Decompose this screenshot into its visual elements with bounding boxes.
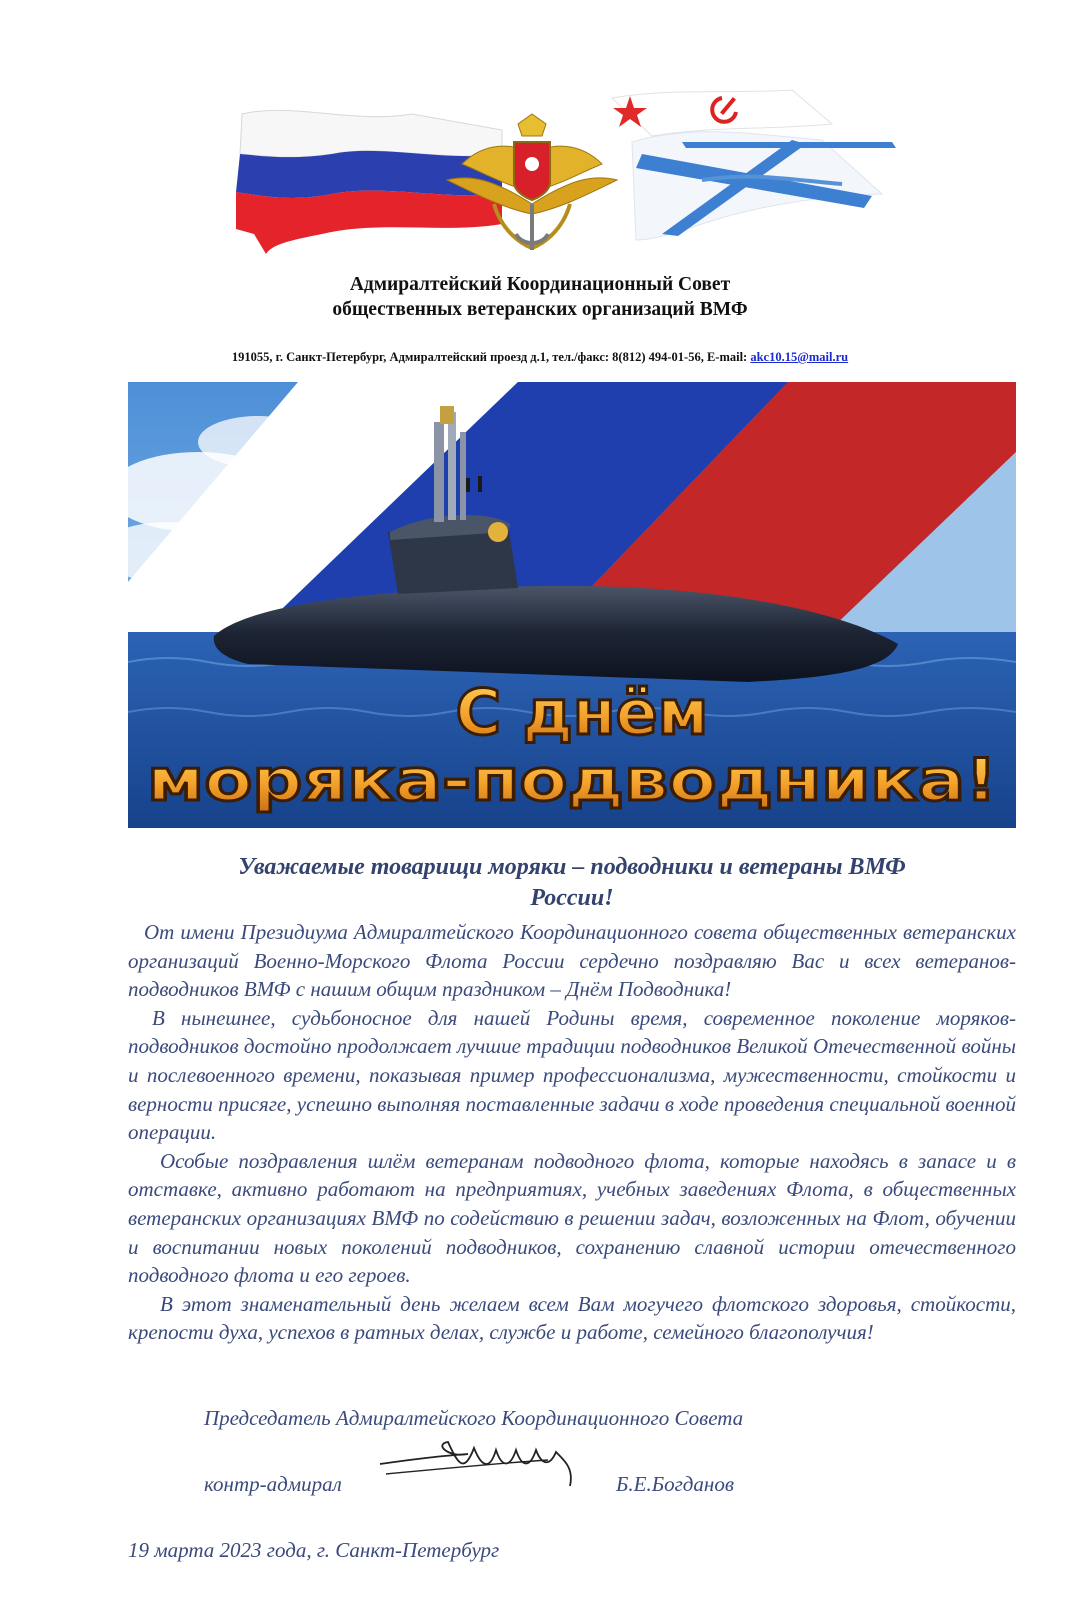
date-place: 19 марта 2023 года, г. Санкт-Петербург (128, 1538, 500, 1562)
signatory-name: Б.Е.Богданов (616, 1472, 734, 1496)
organization-name (0, 272, 1080, 322)
letter-paragraph: В этот знаменательный день желаем всем Вам могучего флотского здоровья, стойкости, крепости духа, успехов в ратных делах, службе и работе, семейного благополучия! (128, 1291, 1016, 1345)
contact-info (0, 350, 1080, 365)
header-banner (232, 84, 912, 264)
signatory-rank: контр-адмирал (204, 1472, 342, 1496)
letter-paragraph: Особые поздравления шлём ветеранам подводного флота, которые находясь в запасе и в отставке, активно работают на предприятиях, учебных заведениях Флота, в общественных ветеранских организациях ВМФ по содействию в решении задач, возложенных на Флот, обучении и воспитании новых поколений подводников, сохранению славной истории отечественного подводного флота и его героев. (128, 1148, 1016, 1288)
letter-paragraph: От имени Президиума Адмиралтейского Координационного совета общественных ветеранских организаций Военно-Морского Флота России сердечно поздравляю Вас и всех ветеранов-подводников ВМФ с нашим общим праздником – Днём Подводника! (128, 920, 1016, 1002)
poster-image (128, 382, 1016, 828)
greeting-line-2: России! (530, 885, 614, 911)
letter-body (128, 918, 1016, 1347)
signatory-title: Председатель Адмиралтейского Координационного Совета (204, 1406, 744, 1430)
handwritten-signature (378, 1434, 588, 1490)
email-link[interactable]: akc10.15@mail.ru (750, 350, 849, 364)
st-andrews-ensign-icon (632, 132, 882, 240)
contact-address: 191055, г. Санкт-Петербург, Адмиралтейский проезд д.1, тел./факс: 8(812) 494-01-56, E-mail: (231, 350, 751, 364)
letter-paragraph: В нынешнее, судьбоносное для нашей Родины время, современное поколение моряков-подводников достойно продолжает лучшие традиции подводников Великой Отечественной войны и послевоенного времени, показывая пример профессионализма, мужественности, стойкости и верности присяге, успешно выполняя поставленные задачи в ходе проведения специальной военной операции. (128, 1005, 1016, 1145)
poster-headline-line-1: С днём (455, 676, 709, 749)
letter-greeting (128, 852, 1016, 914)
org-line-2: общественных ветеранских организаций ВМФ (332, 299, 748, 320)
poster-headline-line-2: моряка-подводника! (147, 746, 997, 814)
org-line-1: Адмиралтейский Координационный Совет (349, 274, 731, 295)
greeting-line-1: Уважаемые товарищи моряки – подводники и ветераны ВМФ (238, 854, 906, 880)
flags-emblem-image (232, 84, 912, 264)
